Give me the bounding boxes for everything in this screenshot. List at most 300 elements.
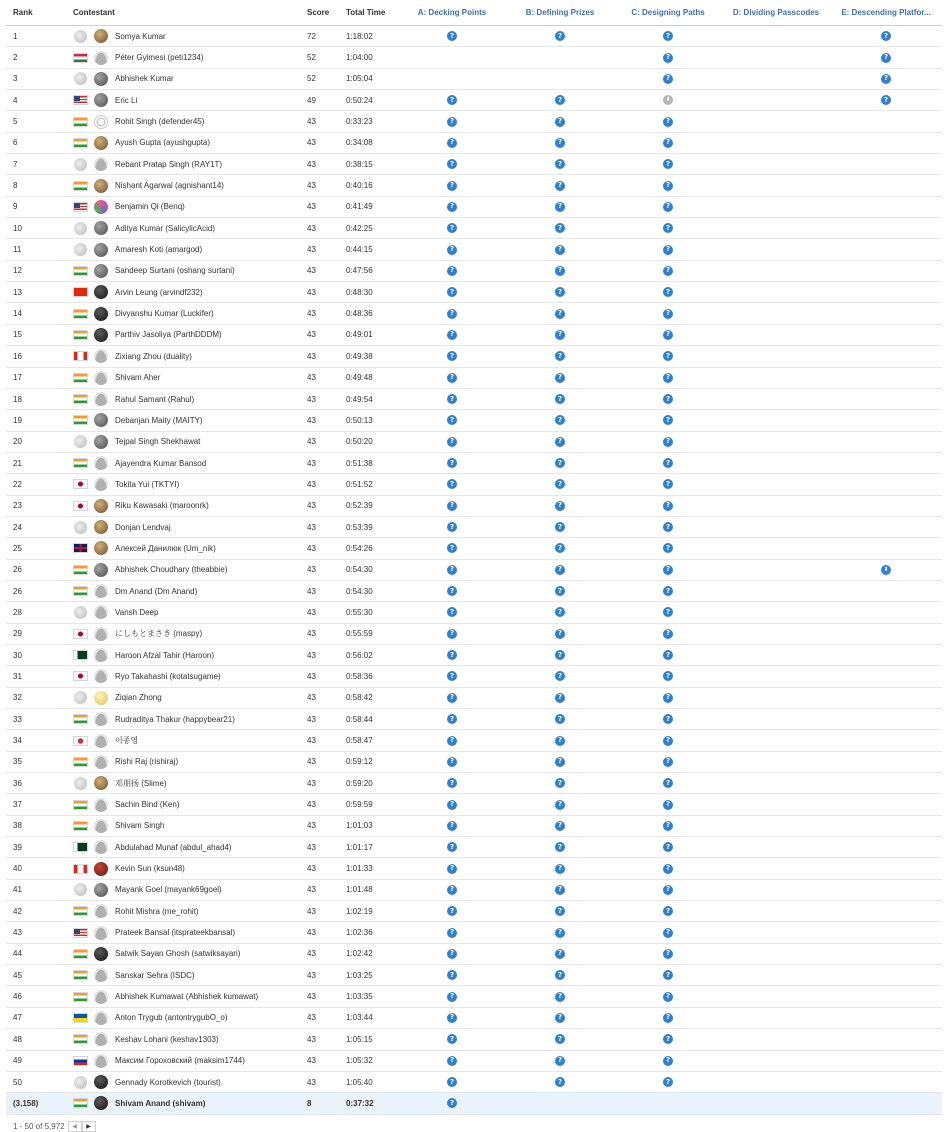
total-time-cell: 0:47:56 (346, 266, 373, 276)
avatar[interactable] (94, 1054, 108, 1068)
question-icon[interactable]: ? (555, 287, 565, 297)
avatar[interactable] (94, 1011, 108, 1025)
question-icon[interactable]: ? (663, 565, 673, 575)
contestant-name[interactable]: Tokita Yui (TKTYI) (115, 479, 180, 489)
avatar[interactable] (94, 157, 108, 171)
question-icon[interactable]: ? (447, 970, 457, 980)
question-icon[interactable]: ? (555, 394, 565, 404)
contestant-name[interactable]: Tejpal Singh Shekhawat (115, 437, 201, 447)
contestant-name[interactable]: Kevin Sun (ksun48) (115, 864, 185, 874)
question-icon[interactable]: ? (663, 394, 673, 404)
problem-e-cell (830, 111, 942, 131)
question-icon[interactable]: ? (555, 800, 565, 810)
question-icon[interactable]: ? (663, 970, 673, 980)
avatar[interactable] (94, 926, 108, 940)
question-icon[interactable]: ? (447, 458, 457, 468)
question-icon[interactable]: ? (663, 202, 673, 212)
rank-cell: 42 (13, 906, 22, 916)
question-icon[interactable]: ? (663, 1056, 673, 1066)
rank-cell: 13 (13, 287, 22, 297)
contestant-name[interactable]: Dm Anand (Dm Anand) (115, 586, 198, 596)
question-icon[interactable]: ? (447, 479, 457, 489)
question-icon[interactable]: ? (555, 543, 565, 553)
question-icon[interactable]: ? (663, 117, 673, 127)
question-icon[interactable]: ? (663, 864, 673, 874)
question-icon[interactable]: ? (663, 607, 673, 617)
question-icon[interactable]: ? (555, 992, 565, 1002)
contestant-name[interactable]: Rishi Raj (rishiraj) (115, 757, 179, 767)
question-icon[interactable]: ? (663, 693, 673, 703)
question-icon[interactable]: ? (663, 928, 673, 938)
question-icon[interactable]: ? (447, 671, 457, 681)
question-icon[interactable]: ? (447, 223, 457, 233)
question-icon[interactable]: ? (663, 992, 673, 1002)
question-icon[interactable]: ? (555, 671, 565, 681)
question-icon[interactable]: ? (447, 1098, 457, 1108)
avatar[interactable] (94, 648, 108, 662)
question-icon[interactable]: ? (447, 821, 457, 831)
question-icon[interactable]: ? (555, 266, 565, 276)
question-icon[interactable]: ? (555, 181, 565, 191)
avatar[interactable] (94, 285, 108, 299)
contestant-name[interactable]: Debanjan Maity (MAITY) (115, 415, 203, 425)
contestant-name[interactable]: Rohit Mishra (me_rohit) (115, 906, 199, 916)
avatar[interactable] (94, 776, 108, 790)
question-icon[interactable]: ? (663, 309, 673, 319)
question-icon[interactable]: ? (447, 607, 457, 617)
avatar[interactable] (94, 520, 108, 534)
contestant-name[interactable]: Somya Kumar (115, 31, 166, 41)
contestant-name[interactable]: Anton Trygub (antontrygubO_o) (115, 1013, 228, 1023)
question-icon[interactable]: ? (447, 992, 457, 1002)
table-row (6, 1008, 942, 1029)
contestant-name[interactable]: Shivam Aher (115, 373, 161, 383)
avatar[interactable] (94, 51, 108, 65)
question-icon[interactable]: ? (447, 309, 457, 319)
problem-a-cell (398, 303, 506, 323)
total-time-cell: 0:50:24 (346, 95, 373, 105)
problem-c-cell (614, 111, 722, 131)
download-icon[interactable]: ⬇ (663, 95, 673, 105)
header-problem-e[interactable]: E: Descending Platfor... (841, 8, 931, 17)
question-icon[interactable]: ? (663, 330, 673, 340)
contestant-name[interactable]: Rahul Samant (Rahul) (115, 394, 195, 404)
question-icon[interactable]: ? (555, 1056, 565, 1066)
contestant-name[interactable]: Eric Li (115, 95, 138, 105)
avatar[interactable] (94, 264, 108, 278)
question-icon[interactable]: ? (555, 415, 565, 425)
avatar[interactable] (94, 136, 108, 150)
question-icon[interactable]: ? (663, 351, 673, 361)
question-icon[interactable]: ? (447, 1034, 457, 1044)
question-icon[interactable]: ? (663, 1077, 673, 1087)
problem-a-cell (398, 474, 506, 494)
question-icon[interactable]: ? (447, 842, 457, 852)
header-contestant[interactable]: Contestant (73, 8, 115, 17)
total-time-cell: 1:05:40 (346, 1077, 373, 1087)
contestant-name[interactable]: Ziqian Zhong (115, 693, 162, 703)
header-total-time[interactable]: Total Time (346, 8, 386, 17)
contestant-name[interactable]: Abhishek Choudhary (theabbie) (115, 565, 228, 575)
question-icon[interactable]: ? (447, 31, 457, 41)
question-icon[interactable]: ? (447, 885, 457, 895)
table-row (6, 1072, 942, 1093)
avatar[interactable] (94, 755, 108, 769)
avatar[interactable] (94, 605, 108, 619)
problem-a-cell (398, 688, 506, 708)
question-icon[interactable]: ? (663, 1013, 673, 1023)
contestant-name[interactable]: Ayush Gupta (ayushgupta) (115, 138, 211, 148)
contestant-name[interactable]: Abhishek Kumawat (Abhishek kumawat) (115, 992, 259, 1002)
avatar[interactable] (94, 456, 108, 470)
question-icon[interactable]: ? (663, 479, 673, 489)
question-icon[interactable]: ? (663, 629, 673, 639)
question-icon[interactable]: ? (447, 714, 457, 724)
question-icon[interactable]: ? (555, 245, 565, 255)
contestant-name[interactable]: Aditya Kumar (SalicylicAcid) (115, 223, 216, 233)
question-icon[interactable]: ? (555, 479, 565, 489)
header-problem-c[interactable]: C: Designing Paths (631, 8, 705, 17)
header-problem-d[interactable]: D: Dividing Passcodes (732, 8, 820, 17)
contestant-name[interactable]: Divyanshu Kumar (Luckifer) (115, 309, 214, 319)
avatar[interactable] (94, 392, 108, 406)
header-problem-b[interactable]: B: Defining Prizes (525, 8, 595, 17)
question-icon[interactable]: ? (555, 842, 565, 852)
question-icon[interactable]: ? (881, 95, 891, 105)
contestant-name[interactable]: Amaresh Koti (amargod) (115, 245, 203, 255)
question-icon[interactable]: ? (663, 1034, 673, 1044)
contestant-name[interactable]: Nishant Agarwal (agnishant14) (115, 181, 224, 191)
question-icon[interactable]: ? (555, 159, 565, 169)
question-icon[interactable]: ? (663, 671, 673, 681)
avatar[interactable] (94, 307, 108, 321)
avatar[interactable] (94, 798, 108, 812)
avatar[interactable] (94, 349, 108, 363)
problem-b-cell (506, 133, 614, 153)
question-icon[interactable]: ? (881, 74, 891, 84)
contestant-name[interactable]: Shivam Singh (115, 821, 165, 831)
question-icon[interactable]: ? (447, 266, 457, 276)
avatar[interactable] (94, 221, 108, 235)
question-icon[interactable]: ? (663, 906, 673, 916)
total-time-cell: 0:49:38 (346, 351, 373, 361)
contestant-name[interactable]: Shivam Anand (shivam) (115, 1098, 206, 1108)
question-icon[interactable]: ? (555, 117, 565, 127)
question-icon[interactable]: ? (555, 31, 565, 41)
contestant-cell (73, 111, 303, 131)
question-icon[interactable]: ? (663, 266, 673, 276)
avatar[interactable] (94, 990, 108, 1004)
contestant-name[interactable]: Rebant Pratap Singh (RAY1T) (115, 159, 223, 169)
avatar[interactable] (94, 413, 108, 427)
question-icon[interactable]: ? (447, 373, 457, 383)
question-icon[interactable]: ? (663, 74, 673, 84)
question-icon[interactable]: ? (555, 736, 565, 746)
avatar[interactable] (94, 1032, 108, 1046)
question-icon[interactable]: ? (447, 650, 457, 660)
problem-e-cell (830, 261, 942, 281)
question-icon[interactable]: ? (555, 373, 565, 383)
problem-b-cell (506, 581, 614, 601)
question-icon[interactable]: ? (447, 181, 457, 191)
contestant-name[interactable]: Rohit Singh (defender45) (115, 117, 205, 127)
question-icon[interactable]: ? (663, 757, 673, 767)
contestant-name[interactable]: Parthiv Jasoliya (ParthDDDM) (115, 330, 222, 340)
question-icon[interactable]: ? (447, 693, 457, 703)
prev-page-button[interactable]: ◀ (68, 1121, 82, 1132)
question-icon[interactable]: ? (555, 629, 565, 639)
avatar[interactable] (94, 968, 108, 982)
contestant-name[interactable]: Vansh Deep (115, 607, 159, 617)
avatar[interactable] (94, 840, 108, 854)
question-icon[interactable]: ? (555, 607, 565, 617)
question-icon[interactable]: ? (447, 522, 457, 532)
avatar[interactable] (94, 243, 108, 257)
question-icon[interactable]: ? (555, 864, 565, 874)
question-icon[interactable]: ? (663, 159, 673, 169)
question-icon[interactable]: ? (663, 287, 673, 297)
table-row (6, 218, 942, 239)
avatar[interactable] (94, 499, 108, 513)
question-icon[interactable]: ? (447, 394, 457, 404)
contestant-name[interactable]: Rudraditya Thakur (happybear21) (115, 714, 235, 724)
question-icon[interactable]: ? (663, 223, 673, 233)
total-time-cell: 0:49:48 (346, 373, 373, 383)
question-icon[interactable]: ? (663, 458, 673, 468)
avatar[interactable] (94, 883, 108, 897)
question-icon[interactable]: ? (555, 650, 565, 660)
question-icon[interactable]: ? (555, 458, 565, 468)
table-row (6, 1029, 942, 1050)
contestant-name[interactable]: Prateek Bansal (itsprateekbansal) (115, 928, 236, 938)
question-icon[interactable]: ? (447, 245, 457, 255)
question-icon[interactable]: ? (447, 629, 457, 639)
question-icon[interactable]: ? (555, 501, 565, 511)
question-icon[interactable]: ? (447, 415, 457, 425)
question-icon[interactable]: ? (663, 53, 673, 63)
contestant-name[interactable]: Riku Kawasaki (maroonrk) (115, 501, 209, 511)
country-flag-icon (73, 501, 88, 511)
question-icon[interactable]: ? (555, 821, 565, 831)
question-icon[interactable]: ? (663, 949, 673, 959)
question-icon[interactable]: ? (555, 522, 565, 532)
contestant-name[interactable]: Gennady Korotkevich (tourist) (115, 1077, 221, 1087)
contestant-name[interactable]: Максим Гороховский (maksim1744) (115, 1056, 245, 1066)
question-icon[interactable]: ? (663, 415, 673, 425)
question-icon[interactable]: ? (555, 223, 565, 233)
contestant-name[interactable]: Abdulahad Munaf (abdul_ahad4) (115, 842, 232, 852)
question-icon[interactable]: ? (663, 586, 673, 596)
question-icon[interactable]: ? (447, 778, 457, 788)
table-row (6, 794, 942, 815)
avatar[interactable] (94, 584, 108, 598)
question-icon[interactable]: ? (447, 330, 457, 340)
avatar[interactable] (94, 1075, 108, 1089)
question-icon[interactable]: ? (663, 885, 673, 895)
question-icon[interactable]: ? (555, 586, 565, 596)
avatar[interactable] (94, 669, 108, 683)
question-icon[interactable]: ? (555, 693, 565, 703)
question-icon[interactable]: ? (447, 565, 457, 575)
question-icon[interactable]: ? (447, 757, 457, 767)
question-icon[interactable]: ? (447, 437, 457, 447)
question-icon[interactable]: ? (663, 522, 673, 532)
avatar[interactable] (94, 947, 108, 961)
contestant-name[interactable]: Haroon Afzal Tahir (Haroon) (115, 650, 215, 660)
question-icon[interactable]: ? (555, 1013, 565, 1023)
avatar[interactable] (94, 29, 108, 43)
contestant-name[interactable]: Алексей Данилюк (Um_nik) (115, 543, 216, 553)
avatar[interactable] (94, 1096, 108, 1110)
question-icon[interactable]: ? (663, 437, 673, 447)
question-icon[interactable]: ? (555, 970, 565, 980)
avatar[interactable] (94, 904, 108, 918)
question-icon[interactable]: ? (555, 949, 565, 959)
question-icon[interactable]: ? (881, 53, 891, 63)
problem-c-cell (614, 752, 722, 772)
question-icon[interactable]: ? (555, 330, 565, 340)
contestant-name[interactable]: Mayank Goel (mayank69goel) (115, 885, 222, 895)
avatar[interactable] (94, 563, 108, 577)
avatar[interactable] (94, 93, 108, 107)
country-flag-icon (73, 586, 88, 596)
country-flag-icon (74, 243, 87, 256)
question-icon[interactable]: ? (555, 351, 565, 361)
question-icon[interactable]: ? (663, 373, 673, 383)
contestant-name[interactable]: Keshav Lohani (keshav1303) (115, 1034, 219, 1044)
question-icon[interactable]: ? (447, 864, 457, 874)
avatar[interactable] (94, 541, 108, 555)
header-score[interactable]: Score (307, 8, 330, 17)
question-icon[interactable]: ? (447, 1077, 457, 1087)
avatar[interactable] (94, 819, 108, 833)
question-icon[interactable]: ? (555, 202, 565, 212)
question-icon[interactable]: ? (447, 1013, 457, 1023)
question-icon[interactable]: ? (447, 138, 457, 148)
contestant-cell (73, 368, 303, 388)
contestant-name[interactable]: Sanskar Sehra (ISDC) (115, 970, 195, 980)
question-icon[interactable]: ? (555, 565, 565, 575)
question-icon[interactable]: ? (447, 287, 457, 297)
header-problem-a[interactable]: A: Decking Points (417, 8, 487, 17)
question-icon[interactable]: ? (881, 31, 891, 41)
question-icon[interactable]: ? (663, 31, 673, 41)
score-cell: 52 (307, 53, 316, 63)
question-icon[interactable]: ? (447, 95, 457, 105)
contestant-name[interactable]: にしもとまさき (maspy) (115, 629, 203, 639)
contestant-name[interactable]: 이종영 (115, 736, 139, 746)
question-icon[interactable]: ? (555, 885, 565, 895)
question-icon[interactable]: ? (447, 543, 457, 553)
question-icon[interactable]: ? (555, 906, 565, 916)
question-icon[interactable]: ? (663, 181, 673, 191)
question-icon[interactable]: ? (555, 309, 565, 319)
question-icon[interactable]: ? (663, 501, 673, 511)
question-icon[interactable]: ? (555, 95, 565, 105)
contestant-name[interactable]: Benjamin Qi (Benq) (115, 202, 185, 212)
avatar[interactable] (94, 179, 108, 193)
question-icon[interactable]: ? (555, 757, 565, 767)
avatar[interactable] (94, 200, 108, 214)
contestant-name[interactable]: 邓朋扬 (Slime) (115, 778, 167, 788)
question-icon[interactable]: ? (663, 650, 673, 660)
question-icon[interactable]: ? (447, 949, 457, 959)
header-rank[interactable]: Rank (13, 8, 33, 17)
avatar[interactable] (94, 435, 108, 449)
problem-a-cell (398, 773, 506, 793)
question-icon[interactable]: ? (663, 778, 673, 788)
contestant-name[interactable]: Sachin Bind (Ken) (115, 800, 180, 810)
question-icon[interactable]: ? (663, 245, 673, 255)
problem-c-cell (614, 901, 722, 921)
download-icon[interactable]: ⬇ (881, 565, 891, 575)
question-icon[interactable]: ? (447, 586, 457, 596)
question-icon[interactable]: ? (663, 800, 673, 810)
question-icon[interactable]: ? (447, 736, 457, 746)
question-icon[interactable]: ? (663, 821, 673, 831)
avatar[interactable] (94, 115, 108, 129)
contestant-name[interactable]: Péter Gyimesi (peti1234) (115, 53, 204, 63)
question-icon[interactable]: ? (555, 714, 565, 724)
question-icon[interactable]: ? (447, 928, 457, 938)
table-row (6, 816, 942, 837)
avatar[interactable] (94, 862, 108, 876)
rank-cell: 15 (13, 330, 22, 340)
avatar[interactable] (94, 627, 108, 641)
question-icon[interactable]: ? (447, 117, 457, 127)
problem-e-cell (830, 602, 942, 622)
question-icon[interactable]: ? (447, 351, 457, 361)
question-icon[interactable]: ? (447, 800, 457, 810)
question-icon[interactable]: ? (555, 1077, 565, 1087)
contestant-name[interactable]: Donjan Lendvaj (115, 522, 171, 532)
contestant-name[interactable]: Abhishek Kumar (115, 74, 174, 84)
question-icon[interactable]: ? (555, 778, 565, 788)
contestant-name[interactable]: Sandeep Surtani (oshang surtani) (115, 266, 235, 276)
next-page-button[interactable]: ▶ (82, 1121, 96, 1132)
question-icon[interactable]: ? (663, 138, 673, 148)
contestant-name[interactable]: Arvin Leung (arvindf232) (115, 287, 203, 297)
contestant-name[interactable]: Satwik Sayan Ghosh (satwiksayan) (115, 949, 241, 959)
question-icon[interactable]: ? (555, 437, 565, 447)
avatar[interactable] (94, 734, 108, 748)
contestant-name[interactable]: Zixiang Zhou (duality) (115, 351, 192, 361)
avatar[interactable] (94, 371, 108, 385)
question-icon[interactable]: ? (555, 1034, 565, 1044)
contestant-name[interactable]: Ryo Takahashi (kotatsugame) (115, 671, 221, 681)
question-icon[interactable]: ? (447, 906, 457, 916)
question-icon[interactable]: ? (663, 736, 673, 746)
avatar[interactable] (94, 712, 108, 726)
table-row (6, 69, 942, 90)
question-icon[interactable]: ? (555, 928, 565, 938)
question-icon[interactable]: ? (555, 138, 565, 148)
avatar[interactable] (94, 691, 108, 705)
avatar[interactable] (94, 328, 108, 342)
total-time-cell: 0:58:47 (346, 736, 373, 746)
contestant-name[interactable]: Ajayendra Kumar Bansod (115, 458, 207, 468)
question-icon[interactable]: ? (663, 842, 673, 852)
question-icon[interactable]: ? (663, 714, 673, 724)
avatar[interactable] (94, 72, 108, 86)
question-icon[interactable]: ? (447, 1056, 457, 1066)
question-icon[interactable]: ? (447, 202, 457, 212)
question-icon[interactable]: ? (663, 543, 673, 553)
question-icon[interactable]: ? (447, 501, 457, 511)
avatar[interactable] (94, 477, 108, 491)
problem-a-cell (398, 944, 506, 964)
question-icon[interactable]: ? (447, 159, 457, 169)
